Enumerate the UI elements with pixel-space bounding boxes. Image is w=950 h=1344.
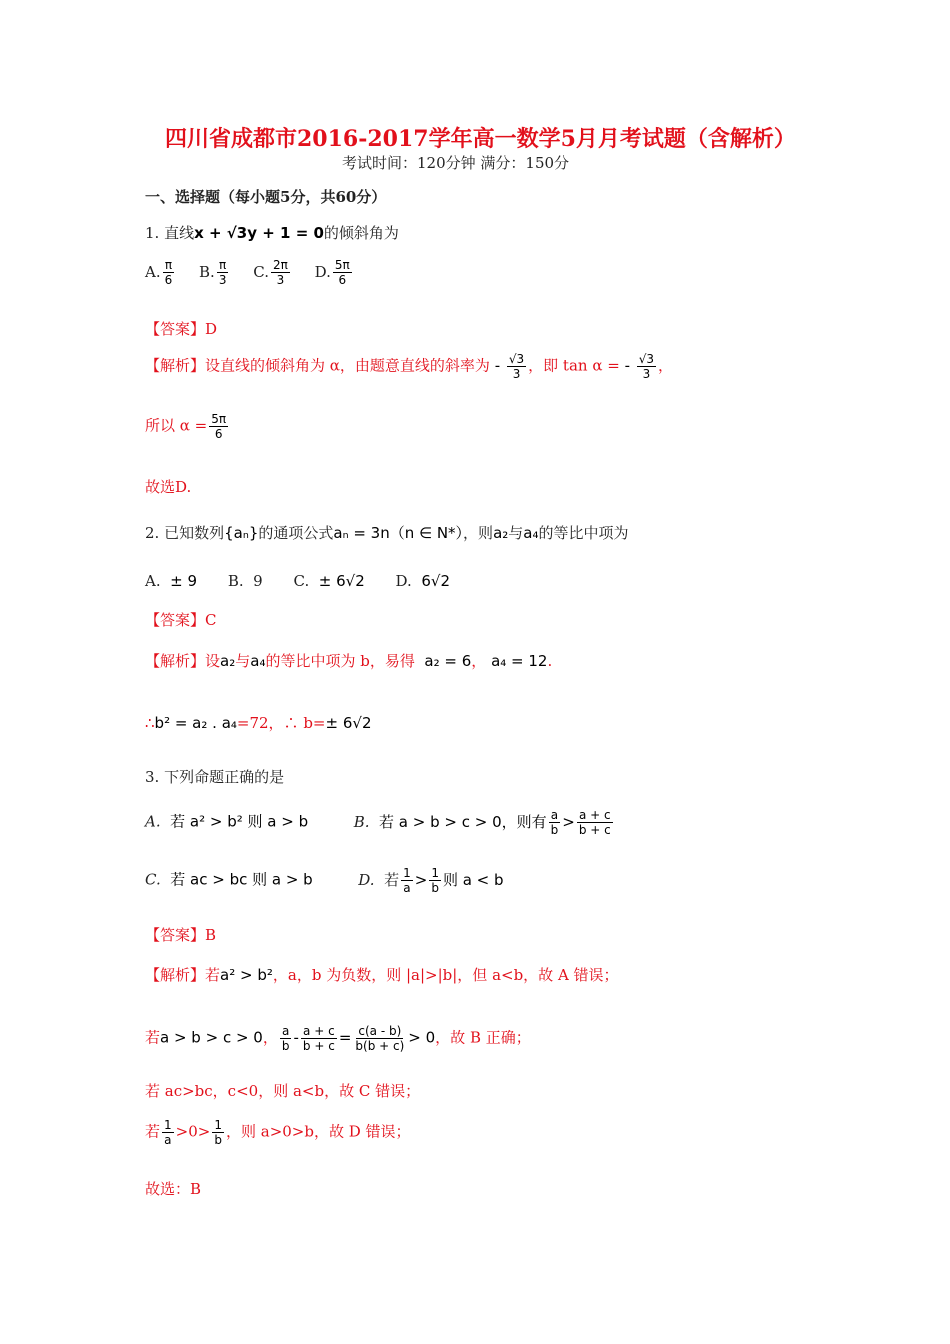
explanation: 【解析】设a₂与a₄的等比中项为 b，易得 a₂ = 6， a₄ = 12. [145, 652, 553, 670]
explanation: 故选D. [145, 478, 192, 496]
q1-options [145, 258, 354, 287]
answer: 【答案】B [145, 926, 217, 944]
option-c: C. 若 ac > bc 则 a > b [145, 870, 313, 889]
q-stem: 直线 [164, 224, 195, 242]
q-stem: 的倾斜角为 [323, 224, 399, 242]
option-d: D. 若 $\frac{1}{a}$ > $\frac{1}{b}$ 则 a < b [358, 866, 504, 895]
answer: 【答案】C [145, 611, 217, 629]
explanation: 故选：B [145, 1180, 202, 1198]
question-2: 2. 已知数列{aₙ}的通项公式aₙ = 3n（n ∈ N*），则a₂与a₄的等比中项为 [145, 524, 629, 542]
page-title: 四川省成都市2016-2017学年高一数学5月月考试题（含解析） [165, 126, 796, 152]
explanation: 若 $\frac{1}{a}$ >0> $\frac{1}{b}$ ，则 a>0>b，故 D 错误； [145, 1118, 411, 1147]
answer: 【答案】D [145, 320, 218, 338]
option-b: B. 若 a > b > c > 0，则有 $\frac{a}{b}$ > $\frac{a + c}{b + c}$ [353, 808, 611, 837]
q-number: 1. [145, 224, 160, 242]
explanation: 若a > b > c > 0， $\frac{a}{b}$ - $\frac{a + c}{b + c}$ = $\frac{c(a - b)}{b(b + c)}$ > 0，故 B 正确； [145, 1024, 531, 1053]
q3-options-cd [145, 866, 504, 895]
explanation: 所以 α = $\frac{5\pi}{6}$ [145, 412, 227, 441]
option-a: A. 若 a² > b² 则 a > b [145, 812, 309, 831]
q-equation: x + √3y + 1 = 0 [194, 224, 324, 242]
option-b: B. $\frac{\pi}{3}$ [199, 258, 227, 287]
explanation: 【解析】设直线的倾斜角为 α，由题意直线的斜率为 - $\frac{√3}{3}$ ，即 tan α = - $\frac{√3}{3}$ ， [145, 352, 674, 381]
section-heading: 一、选择题（每小题5分，共60分） [145, 188, 387, 206]
option-b: B. 9 [227, 572, 263, 590]
exam-info: 考试时间：120分钟 满分：150分 [342, 154, 570, 172]
explanation: 【解析】若a² > b²，a，b 为负数，则 |a|>|b|，但 a<b，故 A 错误； [145, 966, 619, 984]
question-1 [145, 222, 399, 243]
question-3: 3. 下列命题正确的是 [145, 768, 285, 786]
explanation: ∴b² = a₂ . a₄=72，∴ b=± 6√2 [145, 714, 372, 732]
q3-options-ab [145, 808, 615, 837]
option-d: D. $\frac{5\pi}{6}$ [314, 258, 350, 287]
option-c: C. $\frac{2\pi}{3}$ [253, 258, 288, 287]
option-d: D. 6√2 [395, 572, 450, 590]
option-a: A. $\frac{\pi}{6}$ [145, 258, 173, 287]
explanation: 若 ac>bc，c<0，则 a<b，故 C 错误； [145, 1082, 421, 1100]
option-a: A. ± 9 [145, 572, 198, 590]
q2-options [145, 572, 450, 590]
option-c: C. ± 6√2 [293, 572, 365, 590]
